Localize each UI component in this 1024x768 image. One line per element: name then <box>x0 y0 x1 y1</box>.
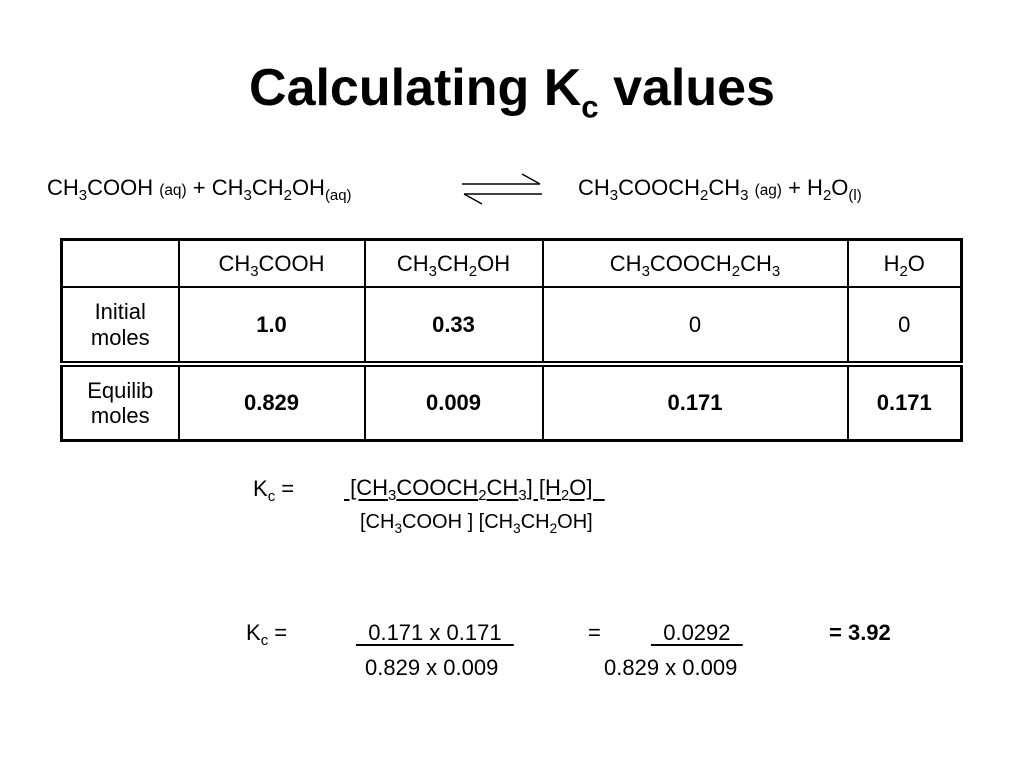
products: $CH_3COOCH_2CH_3$ $(ag) + H_2O_{(l)}$ <box>578 175 862 205</box>
state-aq: (aq) <box>324 187 352 205</box>
kc-result: = 3.92 <box>829 620 891 645</box>
row-label: Initial moles <box>62 287 179 364</box>
table-cell: 1.0 <box>179 287 365 364</box>
kc-calc-denominator-2: 0.829 x 0.009 <box>604 655 738 680</box>
table-cell: 0 <box>543 287 848 364</box>
page-title: Calculating $K_c$ values <box>249 59 775 125</box>
moles-table <box>60 238 963 442</box>
state-ag: (ag) <box>754 182 782 199</box>
equilibrium-arrow-icon <box>460 172 544 206</box>
ethanol-formula: $CH_3CH_2OH$ <box>211 175 325 205</box>
kc-denominator: [$CH_3COOH$ ] $[CH_3CH_2OH]$ <box>360 511 593 536</box>
kc-numerator: $[CH_3COOCH_2CH_3]$ $[H_2O]$ <box>344 475 605 505</box>
header-water: $H_2O$ <box>848 240 962 288</box>
water-formula: $H_2O$ <box>807 175 849 205</box>
table-header-row <box>62 240 962 288</box>
kc-label: $K_c$ = <box>253 476 295 506</box>
header-acid: $CH_3COOH$ <box>179 240 365 288</box>
acetic-acid-formula: $CH_3COOH$ <box>47 175 154 205</box>
table-cell: 0.171 <box>543 364 848 441</box>
table-cell: 0.171 <box>848 364 962 441</box>
header-alcohol: $CH_3CH_2OH$ <box>365 240 543 288</box>
reactants: $CH_3COOH$ $(aq) + CH_3CH_2OH_{(aq)}$ <box>47 175 352 205</box>
table-cell: 0.829 <box>179 364 365 441</box>
kc-calc-denominator: 0.829 x 0.009 <box>365 655 499 680</box>
state-aq: (aq) <box>159 182 187 199</box>
kc-calc-equals: = <box>588 620 601 645</box>
kc-calc-label: $K_c$ = <box>246 620 288 650</box>
row-label: Equilib moles <box>62 364 179 441</box>
table-cell: 0.33 <box>365 287 543 364</box>
table-row-equilibrium <box>62 364 962 441</box>
header-ester: $CH_3COOCH_2CH_3$ <box>543 240 848 288</box>
kc-calc-numerator: 0.171 x 0.171 <box>356 620 514 645</box>
table-row-initial <box>62 287 962 364</box>
state-l: (l) <box>848 187 862 205</box>
table-cell: 0 <box>848 287 962 364</box>
kc-calc-product: 0.0292 <box>651 620 743 645</box>
ethyl-ethanoate-formula: $CH_3COOCH_2CH_3$ <box>578 175 749 205</box>
table-cell: 0.009 <box>365 364 543 441</box>
header-empty <box>62 240 179 288</box>
